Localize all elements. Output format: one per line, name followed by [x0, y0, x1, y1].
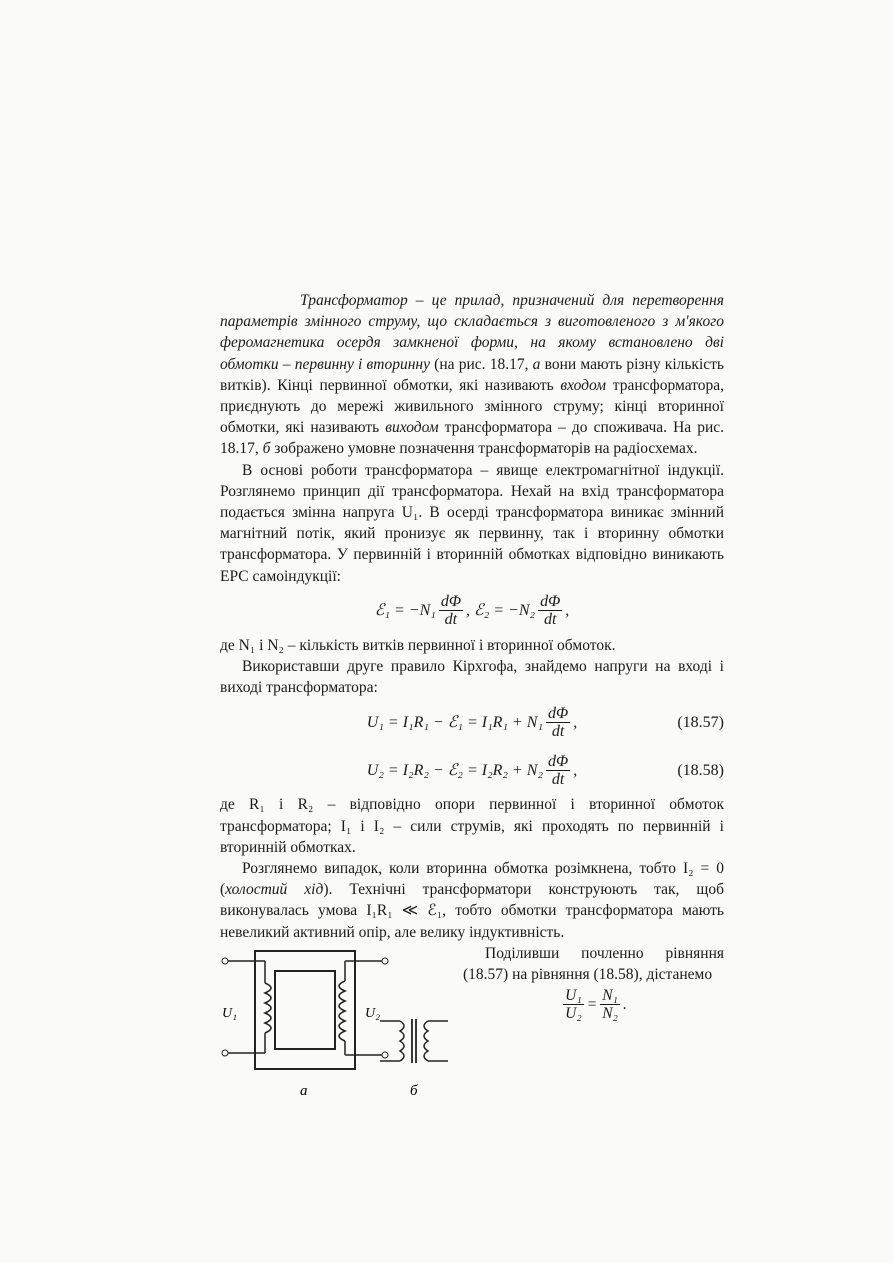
frac-bot: U₂ [565, 1005, 582, 1023]
text-span: трансформатора, приєднують до мережі живильного змінного струму; кінці вторинної обмотки, які називають [220, 376, 724, 437]
formula-text: . [622, 996, 627, 1014]
frac-bot: dt [551, 770, 565, 788]
definition-text: – це прилад, призначений для перетворення параметрів змінного струму, що складається з виготовленого з м'якого феромагнетика осердя замкненої форми, на якому встановлено дві обмотки – первинну і вторинну [220, 292, 724, 373]
formula-emf [220, 587, 724, 635]
formula-text: , ℰ₂ = −N₂ [466, 602, 536, 620]
figure-ref-b: б [262, 440, 271, 458]
label-u2: U₂ [365, 1005, 380, 1021]
paragraph-divide: Поділивши почленно рівняння (18.57) на рівняння (18.58), дістанемо [463, 944, 724, 984]
text-span: вони мають різну кількість витків). Кінці первинної обмотки, які називають [220, 355, 724, 394]
frac-top: U₁ [565, 987, 582, 1005]
paragraph-definition [220, 290, 724, 460]
frac-top: dΦ [440, 593, 461, 611]
formula-18-58 [220, 746, 724, 794]
paragraph-principle: В основі роботи трансформатора – явище електромагнітної індукції. Розглянемо принцип дії трансформатора. Нехай на вхід трансформатора подається змінна напруга U₁. В осерді трансформатора виникає змінний магнітний потік, який пронизує як первинну, так і вторинну обмотки трансформатора. У первинній і вторинній обмотках відповідно виникають ЕРС самоіндукції: [220, 461, 724, 585]
formula-text: ℰ₁ = −N₁ [374, 602, 436, 620]
frac-bot: dt [551, 722, 565, 740]
term-idle: холостий хід [225, 881, 324, 899]
figure-area [220, 943, 724, 1103]
frac-bot: N₂ [602, 1005, 618, 1023]
paragraph-idle-a [220, 858, 724, 943]
text-span: трансформатора – до споживача. На рис. 18.17, [220, 419, 725, 458]
formula-ratio [463, 987, 724, 1022]
fraction [538, 593, 562, 628]
paragraph-turns: де N₁ і N₂ – кількість витків первинної і вторинної обмоток. [220, 636, 616, 654]
fraction [546, 753, 570, 788]
core-inner [275, 971, 335, 1049]
symbol-coil-left [400, 1021, 404, 1061]
paragraph-resistances: де R₁ і R₂ – відповідно опори первинної і вторинної обмоток трансформатора; I₁ і I₂ – сили струмів, які проходять по первинній і вторинній обмотках. [220, 796, 724, 856]
formula-18-57 [220, 698, 724, 746]
fraction [439, 593, 463, 628]
primary-coil [265, 983, 271, 1033]
formula-text: = [586, 996, 598, 1014]
paragraph-kirchhoff: Використавши друге правило Кірхгофа, знайдемо напруги на вході і виході трансформатора: [220, 658, 724, 697]
fraction [546, 705, 570, 740]
symbol-coil-right [424, 1021, 428, 1061]
label-u1: U₁ [222, 1005, 237, 1021]
term-output: виходом [385, 419, 439, 437]
text-block [220, 290, 724, 1103]
secondary-coil [339, 981, 345, 1041]
formula-text: , [573, 713, 578, 731]
formula-text: , [573, 761, 578, 779]
transformer-figure [220, 943, 455, 1103]
frac-bot: dt [444, 611, 458, 629]
formula-text: U₂ = I₂R₂ − ℰ₂ = I₂R₂ + N₂ [366, 761, 544, 779]
text-span: Розглянемо випадок, коли вторинна обмотка розімкнена, тобто I₂ = 0 ( [220, 860, 724, 899]
text-span: (на рис. 18.17, [429, 355, 533, 373]
formula-text: , [565, 602, 570, 620]
formula-text: U₁ = I₁R₁ − ℰ₁ = I₁R₁ + N₁ [366, 713, 544, 731]
equation-number: (18.57) [677, 714, 724, 732]
figure-ref-a: а [532, 355, 541, 373]
text-span: ). Технічні трансформатори конструюють так, щоб виконувалась умова I₁R₁ ≪ ℰ₁, тобто обмотки трансформатора мають невеликий активний опір, але велику індуктивність. [220, 881, 724, 941]
frac-top: N₁ [602, 987, 618, 1005]
frac-top: dΦ [548, 704, 569, 722]
frac-top: dΦ [540, 593, 561, 611]
label-a: а [300, 1082, 308, 1099]
frac-top: dΦ [548, 752, 569, 770]
frac-bot: dt [543, 611, 557, 629]
term-input: входом [560, 376, 607, 394]
fraction [563, 987, 584, 1022]
equation-number: (18.58) [677, 762, 724, 780]
fraction [600, 987, 620, 1022]
term-transformer: Трансформатор [300, 292, 408, 309]
side-text [463, 943, 724, 1022]
text-span: зображено умовне позначення трансформаторів на радіосхемах. [270, 440, 698, 458]
label-b: б [410, 1082, 418, 1099]
